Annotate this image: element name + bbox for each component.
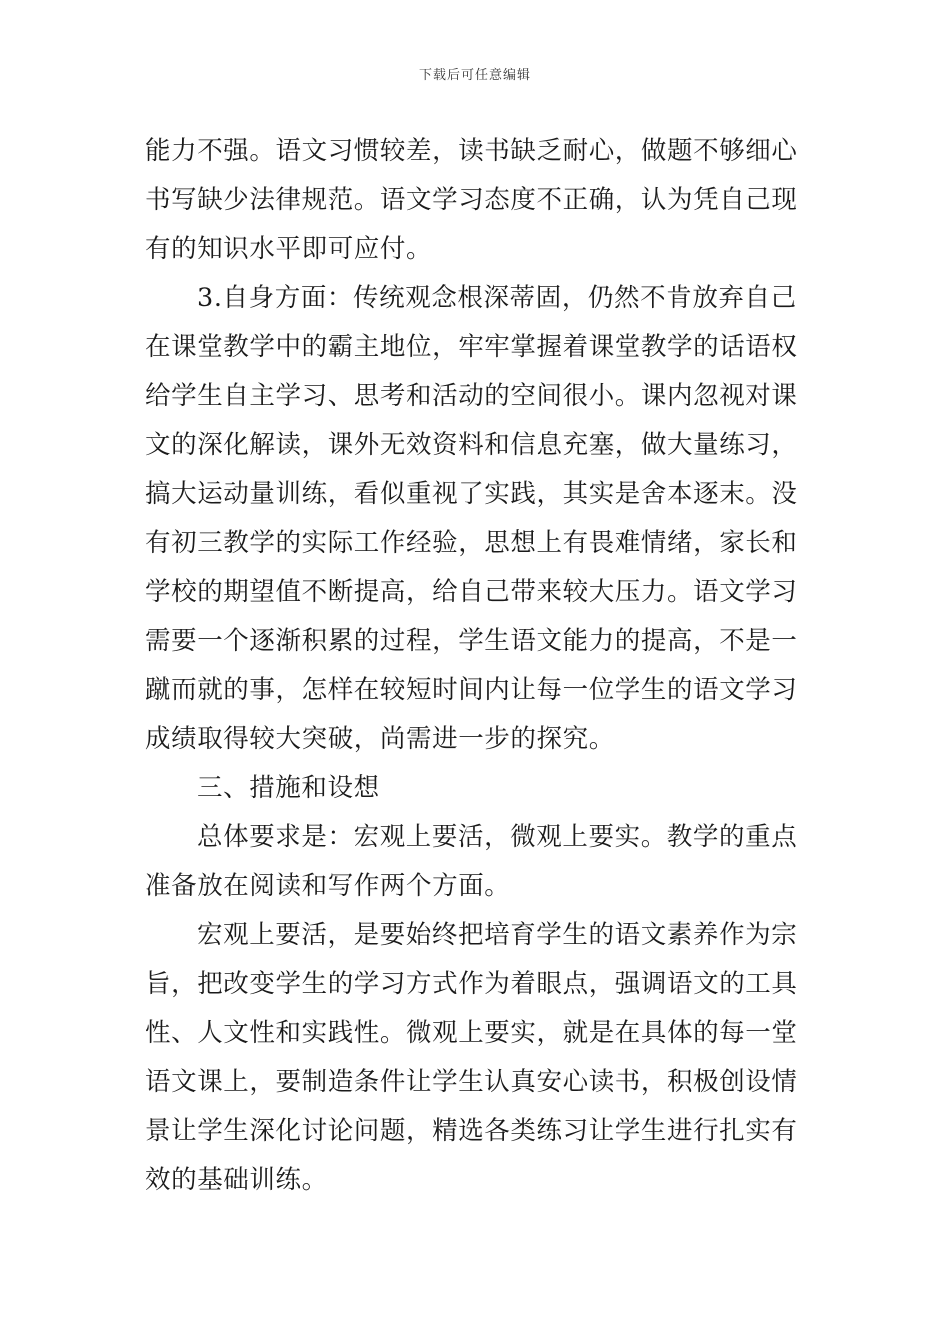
text-line: 有的知识水平即可应付。 xyxy=(145,234,433,264)
text-line: 文的深化解读，课外无效资料和信息充塞，做大量练习， xyxy=(145,430,798,460)
text-line: 给学生自主学习、思考和活动的空间很小。课内忽视对课 xyxy=(145,381,798,411)
text-line: 书写缺少法律规范。语文学习态度不正确，认为凭自己现 xyxy=(145,185,798,215)
text-line: 语文课上，要制造条件让学生认真安心读书，积极创设情 xyxy=(145,1067,798,1097)
text-line: 效的基础训练。 xyxy=(145,1165,328,1195)
text-line: 成绩取得较大突破，尚需进一步的探究。 xyxy=(145,724,615,754)
text-line: 在课堂教学中的霸主地位，牢牢掌握着课堂教学的话语权 xyxy=(145,332,798,362)
text-line: 有初三教学的实际工作经验，思想上有畏难情绪，家长和 xyxy=(145,528,798,558)
text-line: 能力不强。语文习惯较差，读书缺乏耐心，做题不够细心 xyxy=(145,136,798,166)
text-line: 搞大运动量训练，看似重视了实践，其实是舍本逐末。没 xyxy=(145,479,798,509)
page-header: 下载后可任意编辑 xyxy=(418,68,531,83)
text-line: 旨，把改变学生的学习方式作为着眼点，强调语文的工具 xyxy=(145,969,798,999)
text-line: 学校的期望值不断提高，给自己带来较大压力。语文学习 xyxy=(145,577,798,607)
paragraph-start-line: 宏观上要活，是要始终把培育学生的语文素养作为宗 xyxy=(197,920,798,950)
section-heading: 三、措施和设想 xyxy=(197,773,380,803)
text-line: 需要一个逐渐积累的过程，学生语文能力的提高，不是一 xyxy=(145,626,798,656)
text-line: 性、人文性和实践性。微观上要实，就是在具体的每一堂 xyxy=(145,1018,798,1048)
document-body xyxy=(145,127,810,1205)
text-line: 准备放在阅读和写作两个方面。 xyxy=(145,871,511,901)
text-line: 蹴而就的事，怎样在较短时间内让每一位学生的语文学习 xyxy=(145,675,798,705)
text-line: 景让学生深化讨论问题，精选各类练习让学生进行扎实有 xyxy=(145,1116,798,1146)
paragraph-start-line: 3.自身方面：传统观念根深蒂固，仍然不肯放弃自己 xyxy=(197,283,797,313)
paragraph-start-line: 总体要求是：宏观上要活，微观上要实。教学的重点 xyxy=(197,822,798,852)
